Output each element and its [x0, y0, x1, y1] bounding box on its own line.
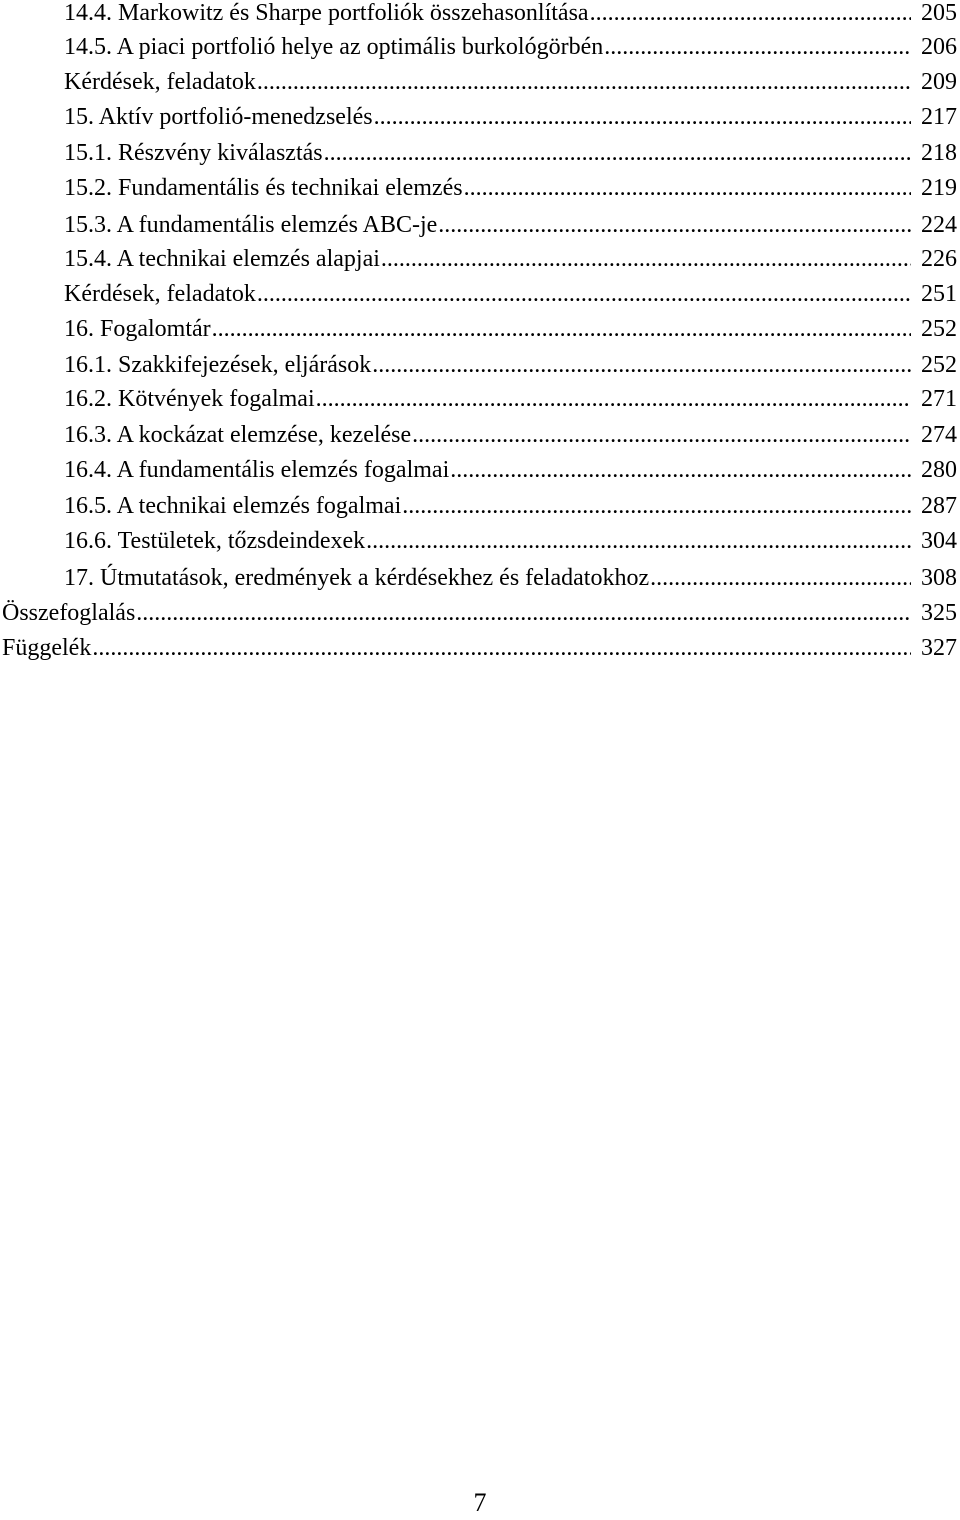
toc-entry-title: 15.3. A fundamentális elemzés ABC-je: [64, 212, 438, 238]
toc-entry[interactable]: [0, 244, 960, 280]
page-number: 7: [473, 1488, 487, 1517]
dot-leader: [365, 526, 911, 556]
toc-entry-page: 308: [921, 565, 957, 591]
dot-leader: [323, 138, 911, 168]
dot-leader: [315, 384, 911, 414]
toc-entry-page: 206: [921, 34, 957, 60]
toc-entry-title: 16.4. A fundamentális elemzés fogalmai: [64, 457, 450, 483]
toc-entry-page: 325: [921, 600, 957, 626]
toc-entry-line: [2, 633, 957, 663]
dot-leader: [437, 210, 911, 240]
dot-leader: [211, 314, 911, 344]
toc-entry-line: [64, 244, 957, 274]
toc-entry-title: 17. Útmutatások, eredmények a kérdésekhez és feladatokhoz: [64, 565, 650, 591]
toc-entry[interactable]: [0, 279, 960, 315]
dot-leader: [256, 67, 911, 97]
toc-entry-line: [64, 526, 957, 556]
toc-entry-title: 16.5. A technikai elemzés fogalmai: [64, 493, 402, 519]
toc-entry[interactable]: [0, 633, 960, 669]
toc-entry-page: 287: [921, 493, 957, 519]
toc-entry[interactable]: [0, 138, 960, 174]
toc-entry-page: 271: [921, 386, 957, 412]
toc-entry-page: 217: [921, 104, 957, 130]
toc-entry[interactable]: [0, 420, 960, 456]
toc-entry-title: 16.2. Kötvények fogalmai: [64, 386, 315, 412]
dot-leader: [649, 563, 911, 593]
toc-entry[interactable]: [0, 455, 960, 491]
dot-leader: [449, 455, 911, 485]
toc-entry-line: [64, 173, 957, 203]
toc-entry-title: 16.3. A kockázat elemzése, kezelése: [64, 422, 412, 448]
toc-entry[interactable]: [0, 102, 960, 138]
dot-leader: [411, 420, 911, 450]
toc-entry-title: 15.2. Fundamentális és technikai elemzés: [64, 175, 463, 201]
toc-entry-title: Összefoglalás: [2, 600, 136, 626]
toc-entry-title: 15.4. A technikai elemzés alapjai: [64, 246, 380, 272]
toc-entry-line: [64, 350, 957, 380]
toc-entry-title: Függelék: [2, 635, 92, 661]
toc-entry[interactable]: [0, 0, 960, 34]
toc-entry-title: 14.4. Markowitz és Sharpe portfoliók összehasonlítása: [64, 0, 589, 26]
dot-leader: [91, 633, 911, 663]
toc-entry[interactable]: [0, 32, 960, 68]
dot-leader: [463, 173, 911, 203]
toc-entry-title: Kérdések, feladatok: [64, 69, 256, 95]
toc-entry-title: 15. Aktív portfolió-menedzselés: [64, 104, 373, 130]
toc-entry-title: 15.1. Részvény kiválasztás: [64, 140, 323, 166]
toc-entry-title: 14.5. A piaci portfolió helye az optimális burkológörbén: [64, 34, 604, 60]
toc-entry-line: [64, 384, 957, 414]
toc-entry-page: 226: [921, 246, 957, 272]
toc-entry-line: [64, 455, 957, 485]
toc-entry-page: 274: [921, 422, 957, 448]
toc-entry-page: 209: [921, 69, 957, 95]
toc-entry-page: 280: [921, 457, 957, 483]
toc-entry-line: [64, 314, 957, 344]
toc-entry-line: [64, 491, 957, 521]
toc-entry-line: [2, 598, 957, 628]
toc-entry-page: 224: [921, 212, 957, 238]
toc-entry[interactable]: [0, 350, 960, 386]
toc-entry-page: 219: [921, 175, 957, 201]
dot-leader: [371, 350, 911, 380]
toc-entry-line: [64, 138, 957, 168]
toc-entry-page: 304: [921, 528, 957, 554]
dot-leader: [401, 491, 911, 521]
dot-leader: [380, 244, 911, 274]
toc-entry[interactable]: [0, 526, 960, 562]
toc-entry-page: 327: [921, 635, 957, 661]
toc-entry[interactable]: [0, 173, 960, 209]
toc-entry[interactable]: [0, 210, 960, 246]
toc-entry[interactable]: [0, 67, 960, 103]
toc-entry-line: [64, 210, 957, 240]
dot-leader: [256, 279, 911, 309]
toc-entry-line: [64, 32, 957, 62]
toc-entry-page: 205: [921, 0, 957, 26]
toc-entry-title: 16. Fogalomtár: [64, 316, 211, 342]
toc-entry-title: 16.6. Testületek, tőzsdeindexek: [64, 528, 366, 554]
toc-entry[interactable]: [0, 598, 960, 634]
dot-leader: [589, 0, 911, 28]
dot-leader: [135, 598, 911, 628]
toc-entry-line: [64, 0, 957, 28]
toc-entry-line: [64, 102, 957, 132]
toc-entry[interactable]: [0, 314, 960, 350]
toc-entry[interactable]: [0, 491, 960, 527]
toc-entry-page: 251: [921, 281, 957, 307]
toc-entry-line: [64, 563, 957, 593]
toc-entry-line: [64, 420, 957, 450]
dot-leader: [373, 102, 911, 132]
toc-entry-line: [64, 279, 957, 309]
toc-entry-title: 16.1. Szakkifejezések, eljárások: [64, 352, 372, 378]
toc-entry[interactable]: [0, 563, 960, 599]
toc-entry-page: 218: [921, 140, 957, 166]
toc-entry[interactable]: [0, 384, 960, 420]
toc-entry-title: Kérdések, feladatok: [64, 281, 256, 307]
toc-entry-page: 252: [921, 352, 957, 378]
toc-entry-line: [64, 67, 957, 97]
dot-leader: [603, 32, 911, 62]
toc-entry-page: 252: [921, 316, 957, 342]
